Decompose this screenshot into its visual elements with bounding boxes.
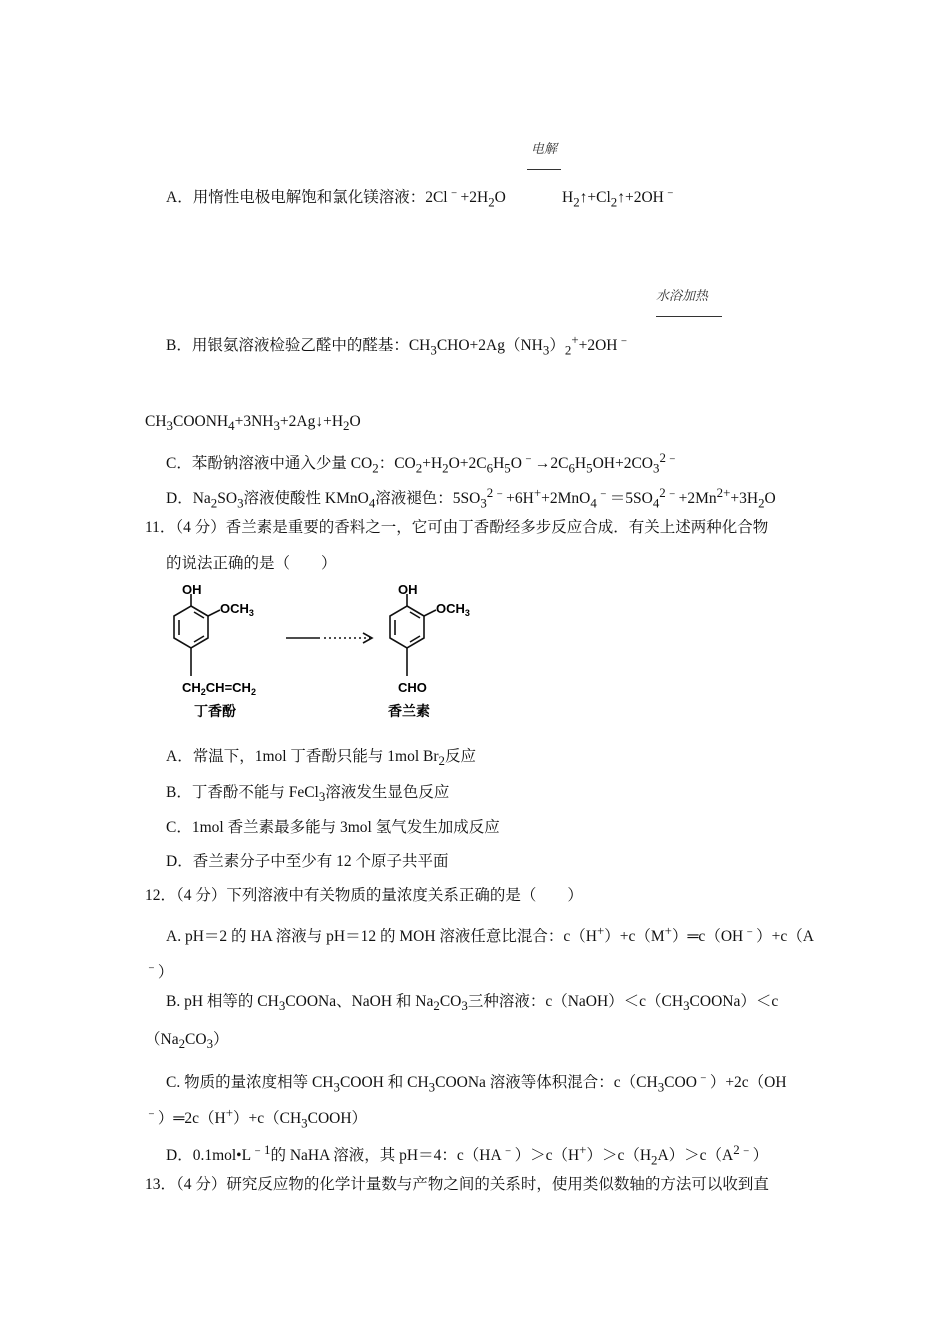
condition-bar: [656, 316, 722, 317]
cho-label: CHO: [398, 680, 427, 695]
q12-option-c-continued: $^﹣)═2c(H^+)+c(CH_3COOH)$: [145, 1105, 368, 1131]
reaction-figure: [160, 580, 480, 727]
eugenol-ring: [174, 594, 220, 676]
q12-stem: 12．（4 分）下列溶液中有关物质的量浓度关系正确的是（ ）: [145, 887, 583, 904]
oh-label-left: OH: [182, 582, 202, 597]
q10-option-c: C．苯酚钠溶液中通入少量 $CO_2$：$CO_2+H_2O+2C_6H_5O^﹣\to 2C_6H_5OH+2CO_3^{2﹣}$: [166, 450, 679, 476]
reaction-arrow: [286, 633, 372, 643]
q10-option-b: B．用银氨溶液检验乙醛中的醛基：$CH_3CHO+2Ag(NH_3)_2^++2OH^﹣$: [166, 332, 631, 358]
water-bath-condition: 水浴加热: [656, 289, 709, 304]
allyl-label: $CH_2CH=CH_2$: [182, 680, 256, 697]
q11-option-b: B．丁香酚不能与 FeCl$_3$溶液发生显色反应: [166, 784, 450, 805]
q12-option-b: B. pH 相等的 $CH_3COONa$、NaOH 和 $Na_2CO_3$三种溶液：$c(NaOH)<c(CH_3COONa)<c$: [166, 993, 779, 1014]
q10-option-b-continued: $CH_3COONH_4+3NH_3+2Ag↓+H_2O$: [145, 413, 361, 434]
q11-stem-continued: 的说法正确的是（ ）: [166, 555, 337, 572]
oh-label-right: OH: [398, 582, 418, 597]
q10-option-a-products: $H_2↑+Cl_2↑+2OH^﹣$: [562, 184, 677, 210]
q12-option-c: C. 物质的量浓度相等 $CH_3COOH$ 和 $CH_3COONa$ 溶液等体积混合：$c(CH_3COO^﹣)+2c(OH$: [166, 1069, 787, 1095]
och3-label-right: $OCH_3$: [436, 601, 470, 618]
q11-option-a: A．常温下，1mol 丁香酚只能与 1mol $Br_2$反应: [166, 748, 477, 769]
electrolysis-condition: 电解: [531, 142, 558, 157]
q11-stem: 11．（4 分）香兰素是重要的香料之一，它可由丁香酚经多步反应合成．有关上述两种化合物: [145, 519, 769, 536]
q12-option-d: D．$0.1mol•L^{﹣1}$的 NaHA 溶液，其 pH＝4：$c(HA^﹣)>c(H^+)>c(H_2A)>c(A^{2﹣})$: [166, 1142, 769, 1168]
vanillin-name: 香兰素: [388, 703, 430, 719]
eugenol-name: 丁香酚: [194, 703, 236, 719]
q11-option-c: C．1mol 香兰素最多能与 3mol 氢气发生加成反应: [166, 819, 500, 836]
q11-option-d: D．香兰素分子中至少有 12 个原子共平面: [166, 853, 449, 870]
q12-option-b-continued: $(Na_2CO_3)$: [145, 1031, 229, 1052]
q12-option-a-continued: ﹣）: [145, 959, 174, 982]
q12-option-a: A. pH＝2 的 HA 溶液与 pH＝12 的 MOH 溶液任意比混合：c（H+）+c（M+）═c（OH﹣）+c（A: [166, 923, 814, 946]
och3-label-left: $OCH_3$: [220, 601, 254, 618]
q13-stem: 13．（4 分）研究反应物的化学计量数与产物之间的关系时，使用类似数轴的方法可以收到直: [145, 1176, 769, 1193]
q10-option-d: D．$Na_2SO_3$溶液使酸性 KMnO$_4$溶液褪色：$5SO_3^{2﹣}+6H^++2MnO_4^﹣=5SO_4^{2﹣}+2Mn^{2+}+3H_2O$: [166, 485, 776, 511]
vanillin-ring: [390, 594, 436, 676]
q10-option-a: A．用惰性电极电解饱和氯化镁溶液：$2Cl^﹣+2H_2O$: [166, 184, 506, 210]
condition-bar: [527, 169, 561, 170]
